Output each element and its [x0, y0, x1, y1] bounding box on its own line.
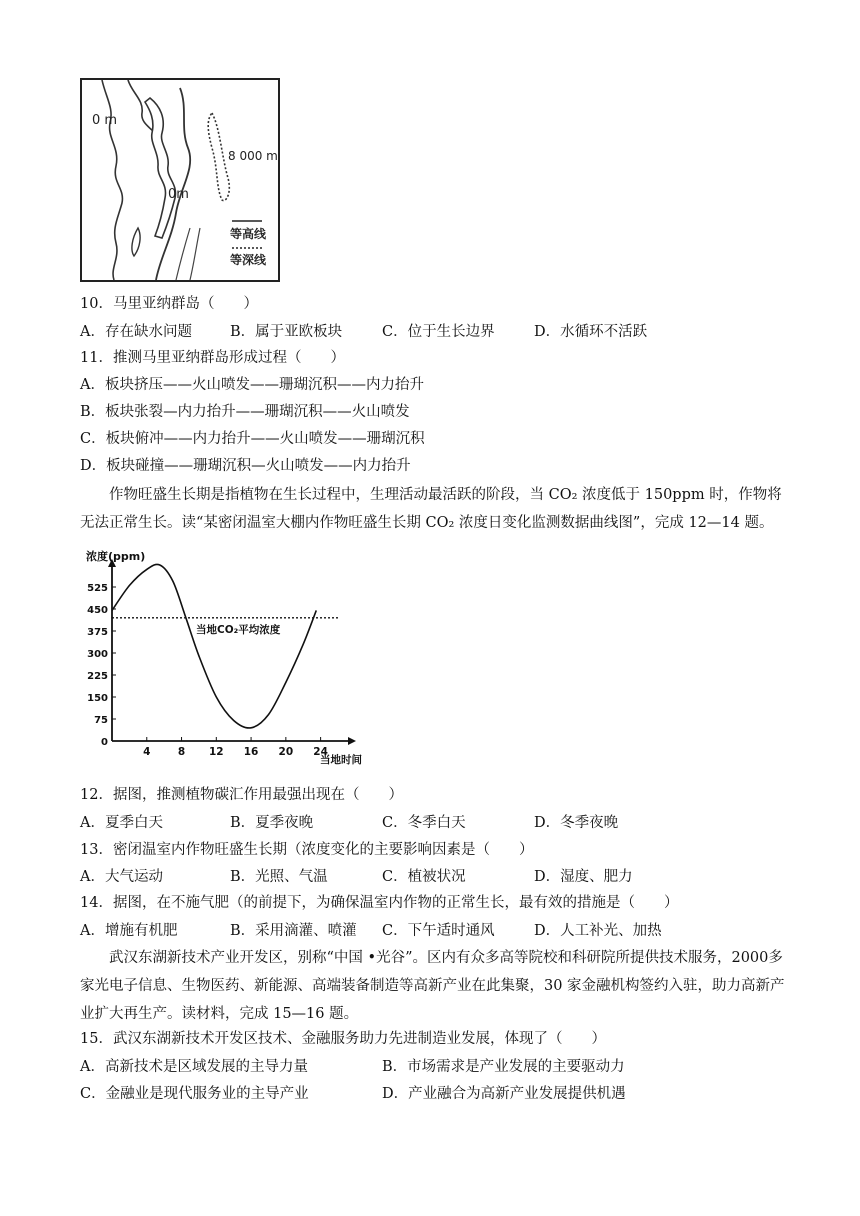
co2-curve — [112, 564, 316, 728]
q14-stem: 14．据图，在不施气肥（的前提下，为确保温室内作物的正常生长，最有效的措施是（ ） — [80, 895, 679, 911]
q13-option-d[interactable]: D．湿度、肥力 — [534, 869, 633, 885]
chart-xlabel: 当地时间 — [320, 754, 362, 766]
legend-contour: 等高线 — [230, 227, 267, 241]
q12-stem: 12．据图，推测植物碳汇作用最强出现在（ ） — [80, 787, 403, 803]
passage-wuhan: 武汉东湖新技术产业开发区，别称“中国 •光谷”。区内有众多高等院校和科研院所提供技术服务，2000多家光电子信息、生物医药、新能源、高端装备制造等高新产业在此集聚，30 家金融机构签约入驻，助力高新产业扩大再生产。读材料，完成 15—16 题。 — [80, 950, 785, 1022]
x-tick-label: 4 — [143, 746, 151, 758]
q13-stem: 13．密闭温室内作物旺盛生长期（浓度变化的主要影响因素是（ ） — [80, 842, 534, 858]
q15-stem: 15．武汉东湖新技术开发区技术、金融服务助力先进制造业发展，体现了（ ） — [80, 1031, 606, 1047]
x-tick-label: 20 — [278, 746, 294, 758]
q12-option-c[interactable]: C．冬季白天 — [382, 815, 466, 831]
x-tick-label: 8 — [177, 746, 186, 758]
co2-concentration-chart — [76, 545, 376, 770]
y-tick-label: 150 — [87, 693, 108, 704]
q10-stem: 10．马里亚纳群岛（ ） — [80, 296, 258, 312]
chart-reference-label: 当地CO₂平均浓度 — [196, 624, 281, 636]
q15-option-a[interactable]: A．高新技术是区域发展的主导力量 — [80, 1059, 308, 1075]
q12-option-b[interactable]: B．夏季夜晚 — [230, 815, 314, 831]
q11-option-c[interactable]: C．板块俯冲——内力抬升——火山喷发——珊瑚沉积 — [80, 431, 425, 447]
q11-option-a[interactable]: A．板块挤压——火山喷发——珊瑚沉积——内力抬升 — [80, 377, 424, 393]
y-tick-label: 375 — [87, 627, 108, 638]
label-8000m: 8 000 m — [228, 149, 278, 163]
q14-option-c[interactable]: C．下午适时通风 — [382, 923, 495, 939]
q15-option-d[interactable]: D．产业融合为高新产业发展提供机遇 — [382, 1086, 626, 1102]
q11-option-b[interactable]: B．板块张裂—内力抬升——珊瑚沉积——火山喷发 — [80, 404, 410, 420]
label-0m-mid: 0m — [168, 187, 189, 202]
label-0m-top: 0 m — [92, 113, 118, 128]
q13-option-a[interactable]: A．大气运动 — [80, 869, 163, 885]
x-axis-arrow — [348, 737, 356, 745]
y-tick-label: 75 — [94, 715, 108, 726]
q12-option-a[interactable]: A．夏季白天 — [80, 815, 163, 831]
q14-option-b[interactable]: B．采用滴灌、喷灌 — [230, 923, 357, 939]
x-tick-label: 12 — [208, 746, 224, 758]
legend-isobath: 等深线 — [230, 253, 267, 267]
chart-ylabel: 浓度(ppm) — [86, 550, 146, 563]
q11-stem: 11．推测马里亚纳群岛形成过程（ ） — [80, 350, 345, 366]
x-tick-label: 24 — [313, 746, 328, 758]
y-tick-label: 300 — [87, 649, 108, 660]
y-tick-label: 225 — [87, 671, 108, 682]
q13-option-b[interactable]: B．光照、气温 — [230, 869, 328, 885]
q12-option-d[interactable]: D．冬季夜晚 — [534, 815, 619, 831]
q10-option-a[interactable]: A．存在缺水问题 — [80, 324, 192, 340]
q10-option-d[interactable]: D．水循环不活跃 — [534, 324, 648, 340]
q15-option-c[interactable]: C．金融业是现代服务业的主导产业 — [80, 1086, 309, 1102]
x-tick-label: 16 — [243, 746, 259, 758]
y-tick-label: 525 — [87, 583, 108, 594]
y-tick-label: 450 — [87, 605, 108, 616]
q13-option-c[interactable]: C．植被状况 — [382, 869, 466, 885]
y-tick-label: 0 — [101, 737, 108, 748]
q10-option-c[interactable]: C．位于生长边界 — [382, 324, 495, 340]
q11-option-d[interactable]: D．板块碰撞——珊瑚沉积—火山喷发——内力抬升 — [80, 458, 411, 474]
q15-option-b[interactable]: B．市场需求是产业发展的主要驱动力 — [382, 1059, 625, 1075]
q14-option-d[interactable]: D．人工补光、加热 — [534, 923, 662, 939]
q10-option-b[interactable]: B．属于亚欧板块 — [230, 324, 343, 340]
passage-co2: 作物旺盛生长期是指植物在生长过程中，生理活动最活跃的阶段，当 CO₂ 浓度低于 150ppm 时，作物将无法正常生长。读“某密闭温室大棚内作物旺盛生长期 CO₂ 浓度日变化监测数据曲线图”，完成 12—14 题。 — [80, 487, 782, 531]
q14-option-a[interactable]: A．增施有机肥 — [80, 923, 178, 939]
mariana-islands-map — [80, 78, 280, 283]
